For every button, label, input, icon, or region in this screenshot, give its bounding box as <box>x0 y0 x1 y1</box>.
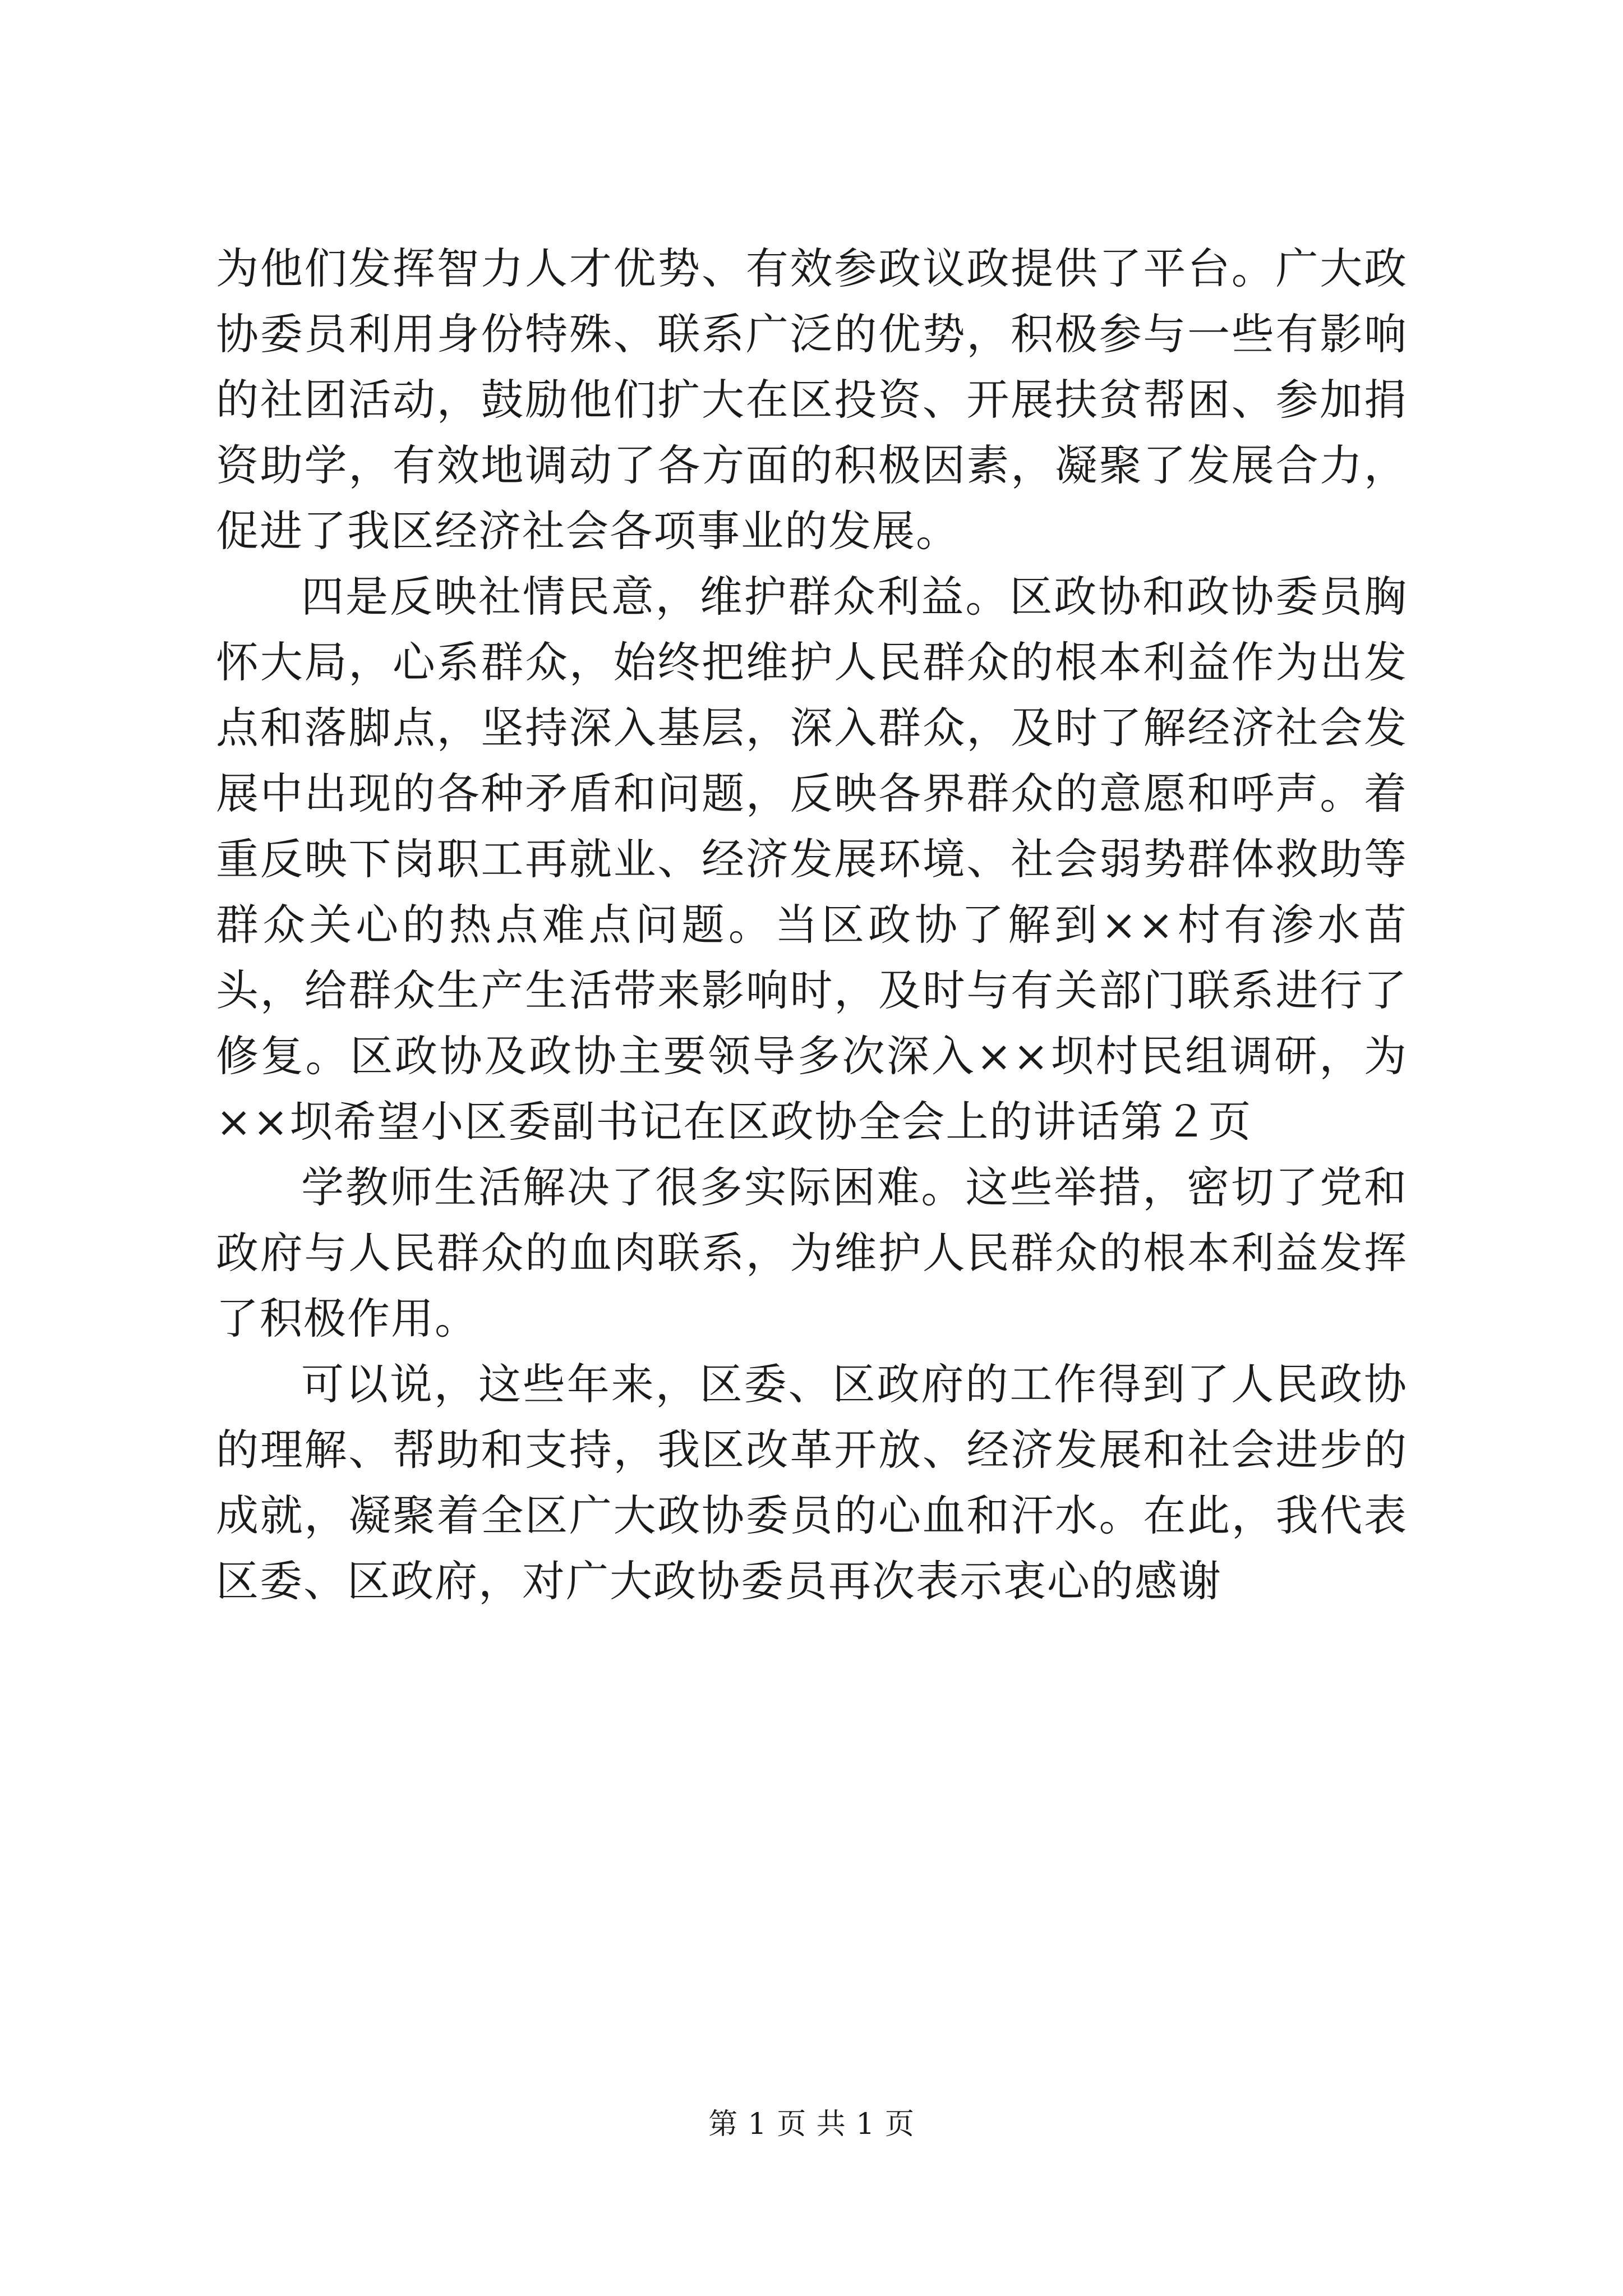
paragraph-4: 可以说，这些年来，区委、区政府的工作得到了人民政协的理解、帮助和支持，我区改革开放、经济发展和社会进步的成就，凝聚着全区广大政协委员的心血和汗水。在此，我代表区委、区政府，对广大政协委员再次表示衷心的感谢 <box>216 1359 1408 1606</box>
page-number-footer: 第 1 页 共 1 页 <box>708 2108 915 2141</box>
paragraph-2: 四是反映社情民意，维护群众利益。区政协和政协委员胸怀大局，心系群众，始终把维护人民群众的根本利益作为出发点和落脚点，坚持深入基层，深入群众，及时了解经济社会发展中出现的各种矛盾和问题，反映各界群众的意愿和呼声。着重反映下岗职工再就业、经济发展环境、社会弱势群体救助等群众关心的热点难点问题。当区政协了解到××村有渗水苗头，给群众生产生活带来影响时，及时与有关部门联系进行了修复。区政协及政协主要领导多次深入××坝村民组调研，为××坝希望小区委副书记在区政协全会上的讲话第２页 <box>216 572 1408 1147</box>
paragraph-3: 学教师生活解决了很多实际困难。这些举措，密切了党和政府与人民群众的血肉联系，为维护人民群众的根本利益发挥了积极作用。 <box>216 1162 1408 1343</box>
paragraph-1: 为他们发挥智力人才优势、有效参政议政提供了平台。广大政协委员利用身份特殊、联系广泛的优势，积极参与一些有影响的社团活动，鼓励他们扩大在区投资、开展扶贫帮困、参加捐资助学，有效地调动了各方面的积极因素，凝聚了发展合力，促进了我区经济社会各项事业的发展。 <box>216 243 1408 556</box>
document-body <box>216 236 1408 1614</box>
